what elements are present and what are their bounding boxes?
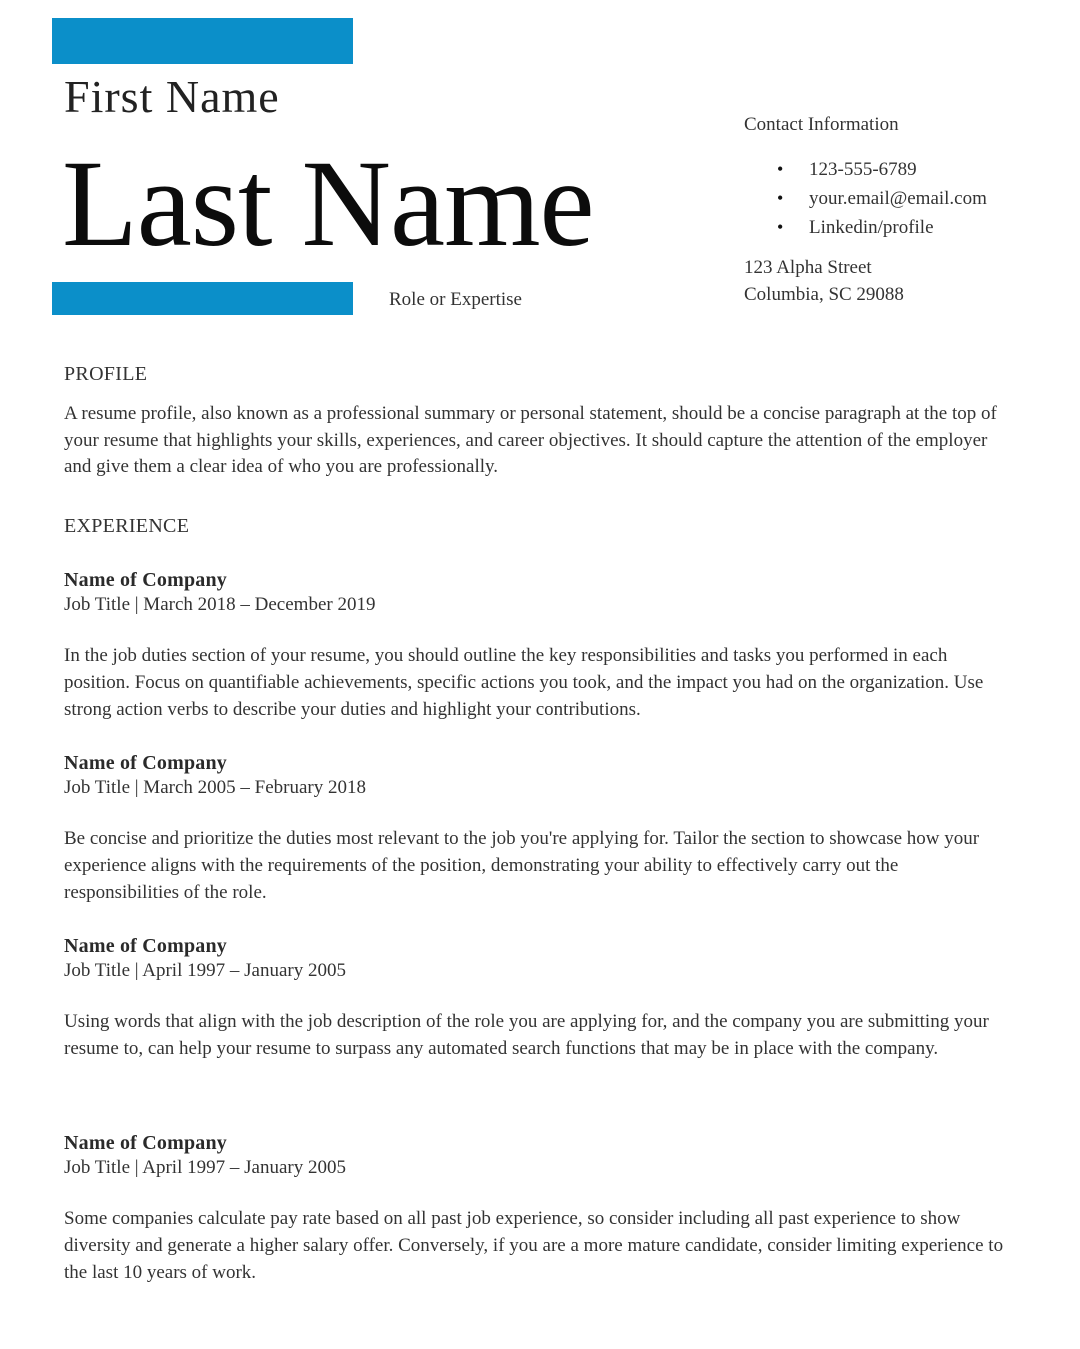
job-entry-3 [64,934,1009,1063]
job-description: Using words that align with the job description of the role you are applying for, and the company you are submitting your resume to, can help your resume to surpass any automated search functions that may be in place with the company. [64,1011,989,1059]
contact-title: Contact Information [744,114,899,135]
accent-bar-bottom [52,282,353,315]
profile-text: A resume profile, also known as a professional summary or personal statement, should be a concise paragraph at the top of your resume that highlights your skills, experiences, and career objectives. It should capture the attention of the employer and give them a clear idea of who you are professionally. [64,403,997,477]
job-description: In the job duties section of your resume, you should outline the key responsibilities and tasks you performed in each position. Focus on quantifiable achievements, specific actions you took, and the impact you had on the organization. Use strong action verbs to describe your duties and highlight your contributions. [64,645,984,720]
company-name: Name of Company [64,1132,227,1154]
contact-list [744,155,1044,242]
job-entry-2 [64,751,1009,906]
contact-linkedin: • Linkedin/profile [744,213,1044,242]
job-entry-4 [64,1131,1009,1286]
job-description: Be concise and prioritize the duties most relevant to the job you're applying for. Tailor the section to showcase how your experience aligns with the requirements of the position, demonstrating your ability to effectively carry out the responsibilities of the role. [64,828,980,903]
last-name: Last Name [62,135,594,272]
address-line-2: Columbia, SC 29088 [744,283,904,305]
first-name: First Name [64,71,280,122]
address [744,254,1044,308]
job-description: Some companies calculate pay rate based on all past job experience, so consider including all past experience to show diversity and generate a higher salary offer. Conversely, if you are a more mature candidate, consider limiting experience to the last 10 years of work. [64,1208,1004,1283]
address-line-1: 123 Alpha Street [744,256,872,278]
job-entry-1 [64,568,1009,723]
job-title-dates: Job Title | April 1997 – January 2005 [64,1157,346,1178]
profile-heading: PROFILE [64,363,148,385]
contact-email: • your.email@email.com [744,184,1044,213]
job-title-dates: Job Title | April 1997 – January 2005 [64,960,346,981]
experience-heading: EXPERIENCE [64,515,190,537]
company-name: Name of Company [64,569,227,591]
role-or-expertise: Role or Expertise [389,289,522,310]
job-title-dates: Job Title | March 2018 – December 2019 [64,594,376,615]
contact-phone: • 123-555-6789 [744,155,1044,184]
job-title-dates: Job Title | March 2005 – February 2018 [64,777,366,798]
company-name: Name of Company [64,935,227,957]
company-name: Name of Company [64,752,227,774]
contact-information [744,113,1044,308]
accent-bar-top [52,18,353,64]
